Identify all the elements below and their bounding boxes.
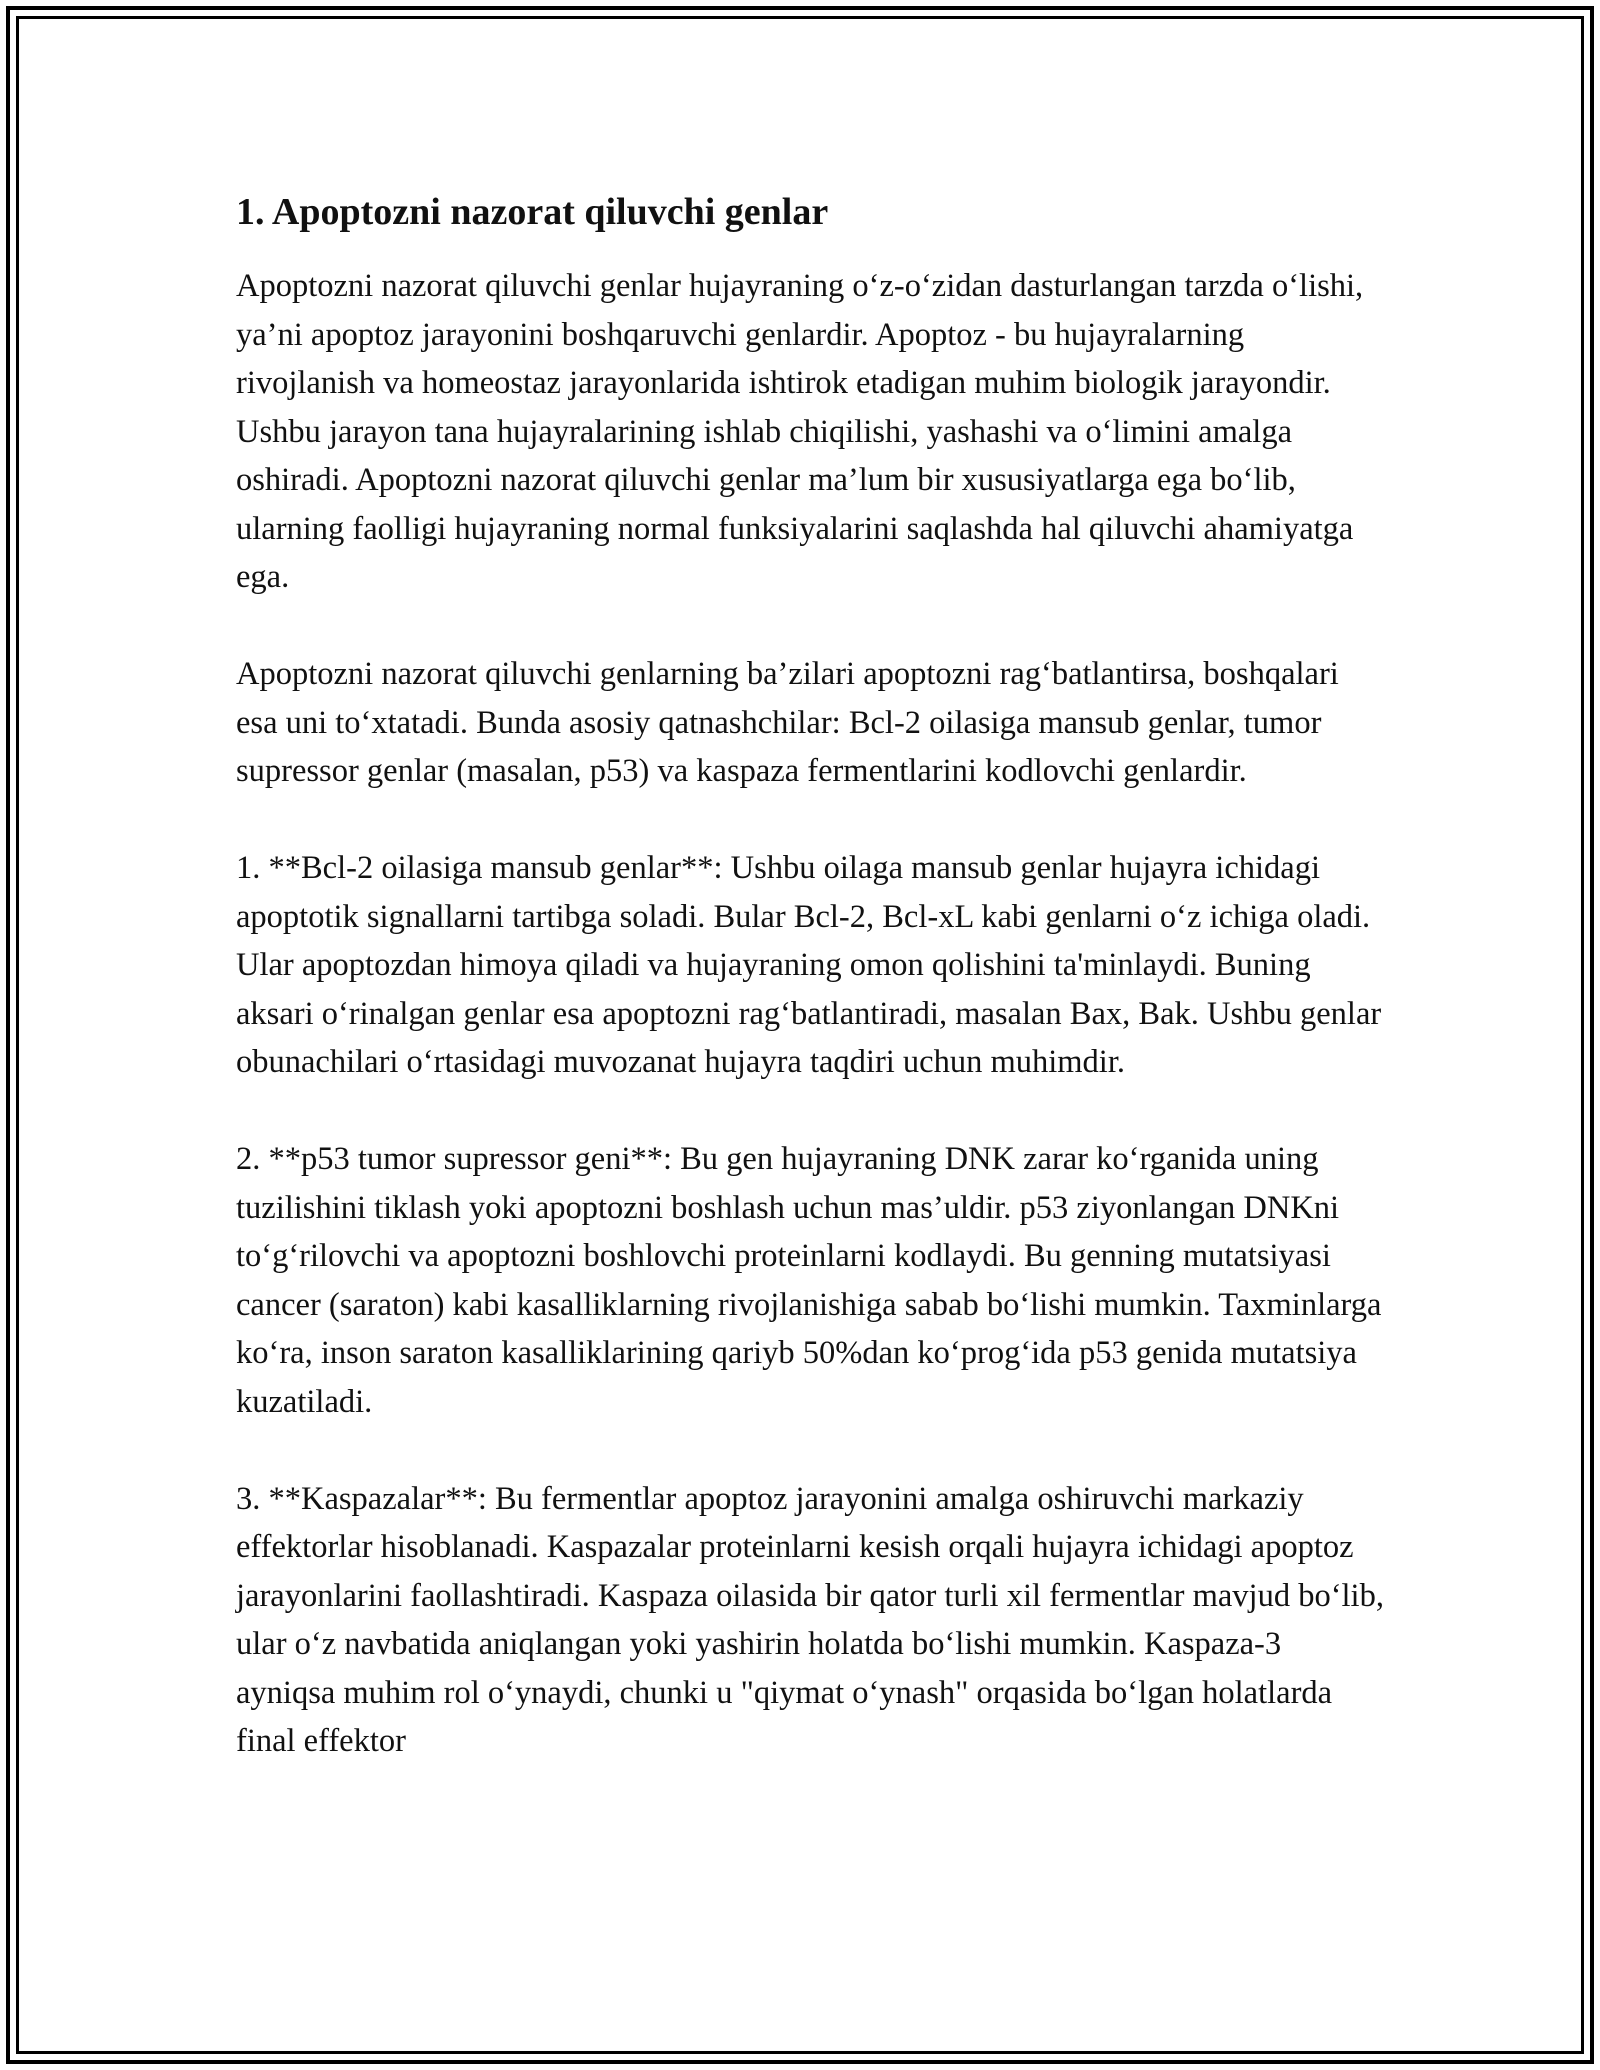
- paragraph-intro: Apoptozni nazorat qiluvchi genlar hujayraning o‘z-o‘zidan dasturlangan tarzda o‘lishi, ya’ni apoptoz jarayonini boshqaruvchi genlardir. Apoptoz - bu hujayralarning rivojlanish va homeostaz jarayonlarida ishtirok etadigan muhim biologik jarayondir. Ushbu jarayon tana hujayralarining ishlab chiqilishi, yashashi va o‘limini amalga oshiradi. Apoptozni nazorat qiluvchi genlar ma’lum bir xususiyatlarga ega bo‘lib, ularning faolligi hujayraning normal funksiyalarini saqlashda hal qiluvchi ahamiyatga ega.: [236, 268, 1364, 595]
- page-title: 1. Apoptozni nazorat qiluvchi genlar: [236, 191, 829, 233]
- paragraph-participants: Apoptozni nazorat qiluvchi genlarning ba’zilari apoptozni rag‘batlantirsa, boshqalari esa uni to‘xtatadi. Bunda asosiy qatnashchilar: Bcl-2 oilasiga mansub genlar, tumor supressor genlar (masalan, p53) va kaspaza fermentlarini kodlovchi genlardir.: [236, 656, 1339, 789]
- paragraph-bcl2: 1. **Bcl-2 oilasiga mansub genlar**: Ushbu oilaga mansub genlar hujayra ichidagi apoptotik signallarni tartibga soladi. Bular Bcl-2, Bcl-xL kabi genlarni o‘z ichiga oladi. Ular apoptozdan himoya qiladi va hujayraning omon qolishini ta'minlaydi. Buning aksari o‘rinalgan genlar esa apoptozni rag‘batlantiradi, masalan Bax, Bak. Ushbu genlar obunachilari o‘rtasidagi muvozanat hujayra taqdiri uchun muhimdir.: [236, 850, 1382, 1080]
- paragraph-p53: 2. **p53 tumor supressor geni**: Bu gen hujayraning DNK zarar ko‘rganida uning tuzilishini tiklash yoki apoptozni boshlash uchun mas’uldir. p53 ziyonlangan DNKni to‘g‘rilovchi va apoptozni boshlovchi proteinlarni kodlaydi. Bu genning mutatsiyasi cancer (saraton) kabi kasalliklarning rivojlanishiga sabab bo‘lishi mumkin. Taxminlarga ko‘ra, inson saraton kasalliklarining qariyb 50%dan ko‘prog‘ida p53 genida mutatsiya kuzatiladi.: [236, 1141, 1382, 1420]
- document-body: [236, 186, 1386, 1814]
- paragraph-caspases: 3. **Kaspazalar**: Bu fermentlar apoptoz jarayonini amalga oshiruvchi markaziy effektorlar hisoblanadi. Kaspazalar proteinlarni kesish orqali hujayra ichidagi apoptoz jarayonlarini faollashtiradi. Kaspaza oilasida bir qator turli xil fermentlar mavjud bo‘lib, ular o‘z navbatida aniqlangan yoki yashirin holatda bo‘lishi mumkin. Kaspaza-3 ayniqsa muhim rol o‘ynaydi, chunki u "qiymat o‘ynash" orqasida bo‘lgan holatlarda final effektor: [236, 1480, 1384, 1759]
